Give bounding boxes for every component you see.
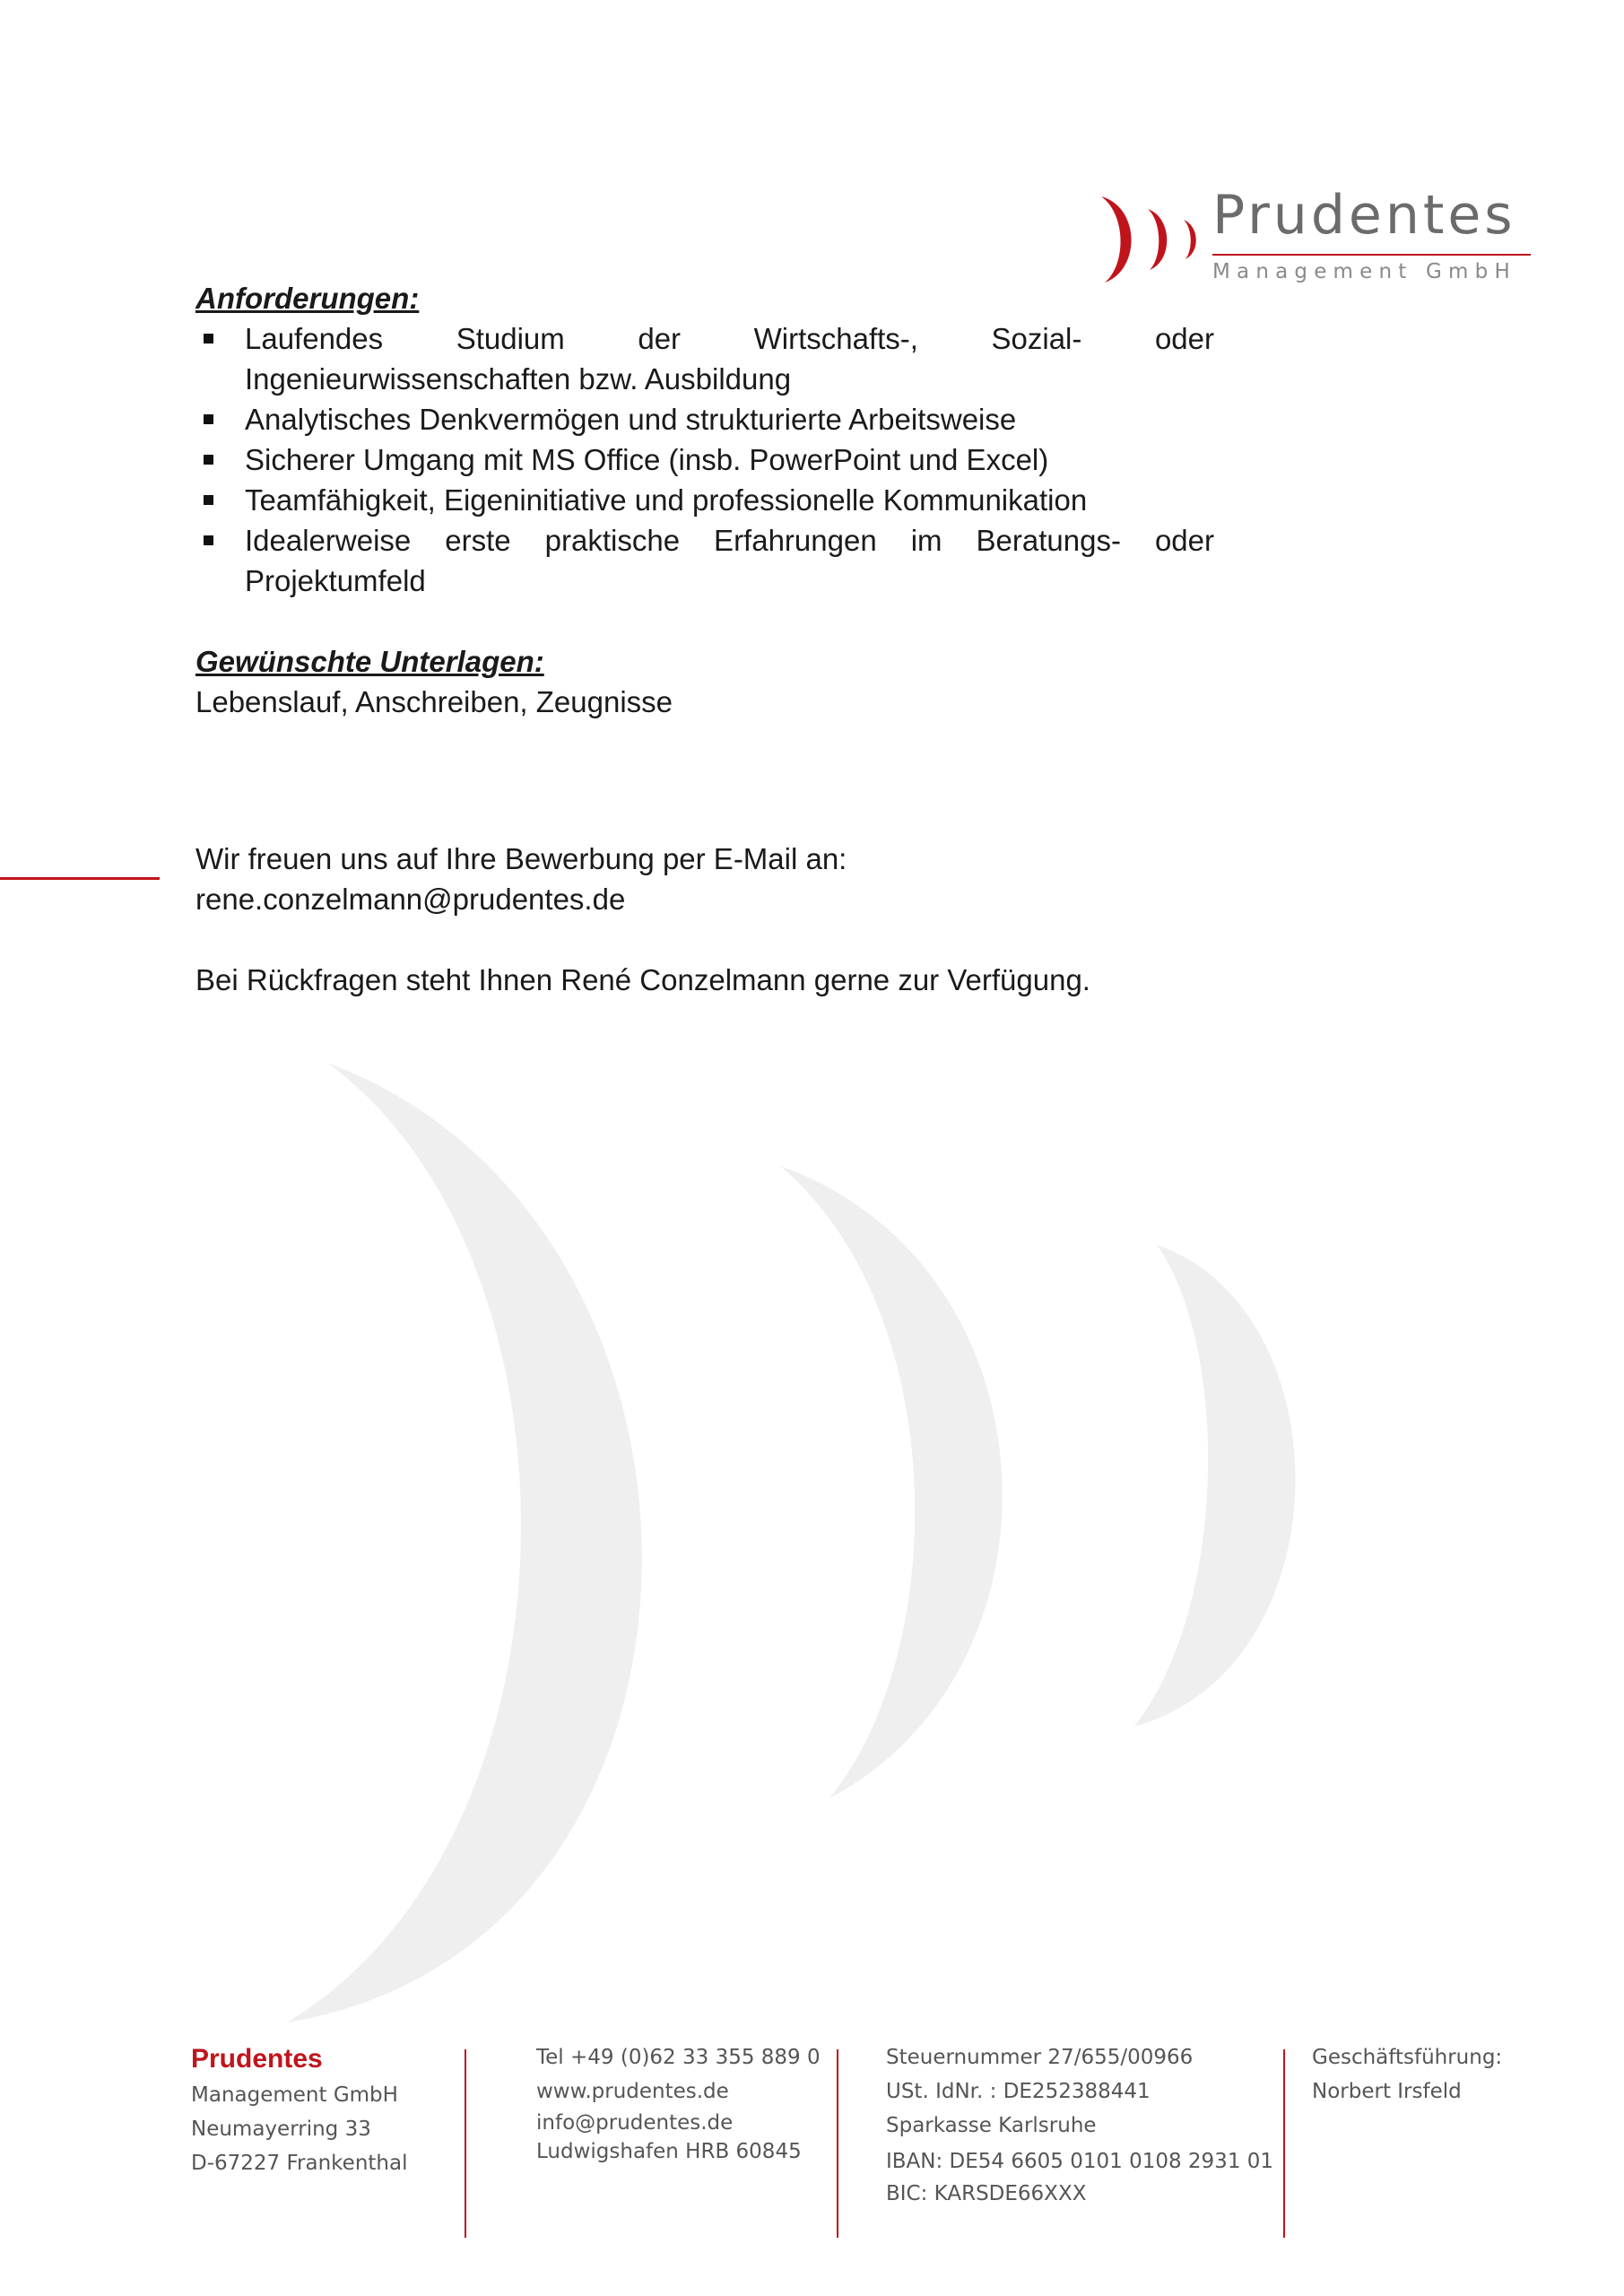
logo-subtitle: Management GmbH — [1212, 260, 1516, 283]
footer-management: Geschäftsführung: Norbert Irsfeld — [1312, 2046, 1503, 2103]
list-item: Teamfähigkeit, Eigeninitiative und professionelle Kommunikation — [195, 480, 1214, 520]
list-item: Analytisches Denkvermögen und strukturierte Arbeitsweise — [195, 399, 1214, 439]
left-margin-rule — [0, 877, 160, 880]
bullet-icon — [204, 334, 213, 344]
bullet-icon — [204, 414, 213, 424]
footer-divider — [837, 2049, 838, 2238]
list-item: Sicherer Umgang mit MS Office (insb. PowerPoint und Excel) — [195, 439, 1214, 480]
logo-rule — [1212, 254, 1531, 256]
requirements-heading: Anforderungen: — [195, 282, 420, 315]
application-email[interactable]: rene.conzelmann@prudentes.de — [195, 883, 626, 916]
documents-text: Lebenslauf, Anschreiben, Zeugnisse — [195, 685, 673, 718]
arcs-logo-icon — [1094, 193, 1206, 287]
bullet-icon — [204, 535, 213, 545]
bullet-icon — [204, 455, 213, 465]
letterhead-footer — [191, 2040, 1536, 2238]
footer-divider — [1283, 2049, 1285, 2238]
footer-tax: Steuernummer 27/655/00966 USt. IdNr. : DE252388441 Sparkasse Karlsruhe IBAN: DE54 6605 0101 0108 2931 01 BIC: KARSDE66XXX — [886, 2046, 1274, 2205]
footer-brand-name: Prudentes — [191, 2044, 323, 2074]
documents-heading: Gewünschte Unterlagen: — [195, 645, 544, 678]
footer-contact: Tel +49 (0)62 33 355 889 0 www.prudentes.de info@prudentes.de Ludwigshafen HRB 60845 — [536, 2046, 821, 2163]
watermark-arc-large — [287, 1063, 642, 2022]
footer-email-link[interactable]: info@prudentes.de — [536, 2111, 734, 2135]
logo-name: Prudentes — [1212, 184, 1516, 247]
footer-website-link[interactable]: www.prudentes.de — [536, 2080, 729, 2103]
requirements-list — [195, 318, 1214, 601]
questions-text: Bei Rückfragen steht Ihnen René Conzelmann gerne zur Verfügung. — [195, 963, 1090, 996]
bullet-icon — [204, 495, 213, 505]
watermark-arc-small — [1134, 1245, 1296, 1726]
document-body — [195, 278, 1214, 1000]
footer-company: Prudentes Management GmbH Neumayerring 33 D-67227 Frankenthal — [191, 2040, 407, 2180]
list-item: Laufendes Studium der Wirtschafts-, Sozial- oder Ingenieurwissenschaften bzw. Ausbildung — [195, 318, 1214, 399]
watermark-arc-medium — [780, 1166, 1003, 1798]
application-intro: Wir freuen uns auf Ihre Bewerbung per E-Mail an: — [195, 842, 847, 875]
footer-divider — [465, 2049, 466, 2238]
list-item: Idealerweise erste praktische Erfahrungen im Beratungs- oder Projektumfeld — [195, 520, 1214, 601]
